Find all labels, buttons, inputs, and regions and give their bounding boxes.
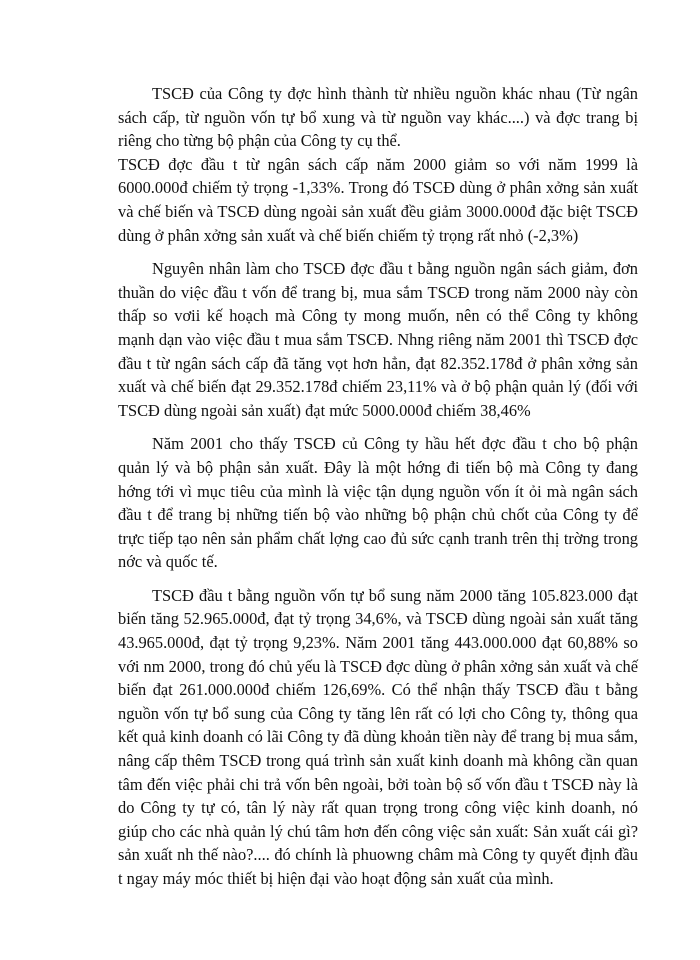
paragraph-self-funded-assets: TSCĐ đầu t bằng nguồn vốn tự bổ sung năm 2000 tăng 105.823.000 đạt biến tăng 52.965.000đ, đạt tỷ trọng 34,6%, và TSCĐ dùng ngoài sản xuất tăng 43.965.000đ, đạt tỷ trọng 9,23%. Năm 2001 tăng 443.000.000 đạt 60,88% so với nm 2000, trong đó chủ yếu là TSCĐ đợc dùng ở phân xởng sản xuất và chế biến đạt 261.000.000đ chiếm 126,69%. Có thể nhận thấy TSCĐ đầu t bằng nguồn vốn tự bổ sung của Công ty tăng lên rất có lợi cho Công ty, thông qua kết quả kinh doanh có lãi Công ty đã dùng khoản tiền này để trang bị mua sắm, nâng cấp thêm TSCĐ trong quá trình sản xuất kinh doanh mà không cần quan tâm đến việc phải chi trả vốn bên ngoài, bởi toàn bộ số vốn đầu t TSCĐ này là do Công ty tự có, tân lý này rất quan trọng trong công việc kinh doanh, nó giúp cho các nhà quản lý chú tâm hơn đến công việc sản xuất: Sản xuất cái gì? sản xuất nh thế nào?.... đó chính là phuowng châm mà Công ty quyết định đầu t ngay máy móc thiết bị hiện đại vào hoạt động sản xuất của mình. — [118, 585, 638, 888]
paragraph-state-budget-2000: TSCĐ đợc đầu t từ ngân sách cấp năm 2000 giảm so với năm 1999 là 6000.000đ chiếm tỷ trọng -1,33%. Trong đó TSCĐ dùng ở phân xởng sản xuất và chế biến và TSCĐ dùng ngoài sản xuất đều giảm 3000.000đ đặc biệt TSCĐ dùng ở phân xởng sản xuất và chế biến chiếm tỷ trọng rất nhỏ (-2,3%) — [118, 154, 638, 245]
document-body — [118, 82, 638, 891]
paragraph-budget-decrease-reason: Nguyên nhân làm cho TSCĐ đợc đầu t bằng nguồn ngân sách giảm, đơn thuần do việc đầu t vốn để trang bị, mua sắm TSCĐ trong năm 2000 này còn thấp so vơii kế hoạch mà Công ty mong muốn, nên có thể Công ty không mạnh dạn vào việc đầu t mua sắm TSCĐ. Nhng riêng năm 2001 thì TSCĐ đợc đầu t từ ngân sách cấp đã tăng vọt hơn hẳn, đạt 82.352.178đ ở phân xởng sản xuất và chế biến đạt 29.352.178đ chiếm 23,11% và ở bộ phận quản lý (đối với TSCĐ dùng ngoài sản xuất) đạt mức 5000.000đ chiếm 38,46% — [118, 259, 638, 420]
paragraph-funding-sources: TSCĐ của Công ty đợc hình thành từ nhiều nguồn khác nhau (Từ ngân sách cấp, từ nguồn vốn tự bổ xung và từ nguồn vay khác....) và đợc trang bị riêng cho từng bộ phận của Công ty cụ thể. — [118, 84, 638, 151]
paragraph-investment-2001: Năm 2001 cho thấy TSCĐ củ Công ty hầu hết đợc đầu t cho bộ phận quản lý và bộ phận sản xuất. Đây là một hớng đi tiến bộ mà Công ty đang hớng tới vì mục tiêu của mình là việc tận dụng nguồn vốn ít ỏi mà ngân sách đầu t để trang bị những tiến bộ vào những bộ phận chủ chốt của Công ty để trực tiếp tạo nên sản phẩm chất lợng cao đủ sức cạnh tranh trên thị trờng trong nớc và quốc tế. — [118, 434, 638, 572]
